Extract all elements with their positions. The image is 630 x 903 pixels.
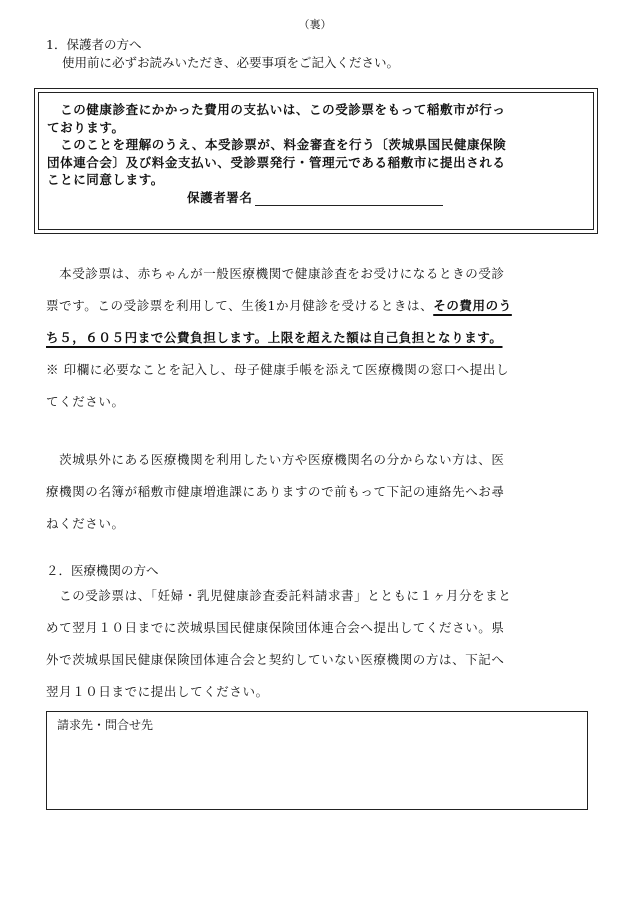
guardian-signature-field[interactable] (255, 191, 443, 206)
usage-line (46, 290, 606, 322)
consent-line: ことに同意します。 (47, 172, 164, 187)
outside-prefecture-line: 茨城県外にある医療機関を利用したい方や医療機関名の分からない方は、医 (46, 452, 505, 467)
section1-subheading: 使用前に必ずお読みいただき、必要事項をご記入ください。 (62, 55, 400, 70)
section1-heading: 1．保護者の方へ (46, 37, 142, 52)
medical-institution-line: この受診票は、「妊婦・乳児健康診査委託料請求書」とともに１ヶ月分をまと (46, 588, 512, 603)
contact-box (46, 711, 588, 810)
page-side-label: （裏） (298, 18, 332, 31)
usage-line-text: 票です。この受診票を利用して、生後1か月健診を受けるときは、 (46, 298, 434, 313)
consent-line: 団体連合会〕及び料金支払い、受診票発行・管理元である稲敷市に提出される (47, 154, 506, 170)
guardian-signature-label: 保護者署名 (187, 189, 253, 205)
subsidy-amount-emphasis: その費用のう (433, 298, 512, 313)
subsidy-amount-emphasis: ち５，６０５円まで公費負担します。上限を超えた額は自己負担となります。 (46, 330, 503, 345)
consent-line: この健康診査にかかった費用の支払いは、この受診票をもって稲敷市が行っ (47, 102, 506, 117)
medical-institution-line: 外で茨城県国民健康保険団体連合会と契約していない医療機関の方は、下記へ (46, 652, 505, 667)
usage-note-line: ※ 印欄に必要なことを記入し、母子健康手帳を添えて医療機関の窓口へ提出し (46, 362, 510, 377)
guardian-signature-row (47, 189, 585, 207)
consent-line: このことを理解のうえ、本受診票が、料金審査を行う〔茨城県国民健康保険 (47, 137, 507, 152)
consent-box (38, 92, 594, 230)
usage-note-line: てください。 (46, 394, 125, 409)
usage-line: 本受診票は、赤ちゃんが一般医療機関で健康診査をお受けになるときの受診 (46, 266, 505, 281)
consent-line: ております。 (47, 119, 125, 135)
medical-institution-line: めて翌月１０日までに茨城県国民健康保険団体連合会へ提出してください。県 (46, 620, 505, 635)
outside-prefecture-line: ねください。 (46, 516, 125, 531)
section2-heading: ２．医療機関の方へ (46, 563, 159, 578)
outside-prefecture-line: 療機関の名簿が稲敷市健康増進課にありますので前もって下記の連絡先へお尋 (46, 484, 505, 499)
usage-line (46, 322, 606, 354)
contact-label: 請求先・問合せ先 (57, 718, 154, 732)
usage-paragraph (46, 258, 606, 418)
outside-prefecture-paragraph (46, 444, 606, 540)
medical-institution-paragraph (46, 580, 606, 708)
medical-institution-line: 翌月１０日までに提出してください。 (46, 684, 269, 699)
